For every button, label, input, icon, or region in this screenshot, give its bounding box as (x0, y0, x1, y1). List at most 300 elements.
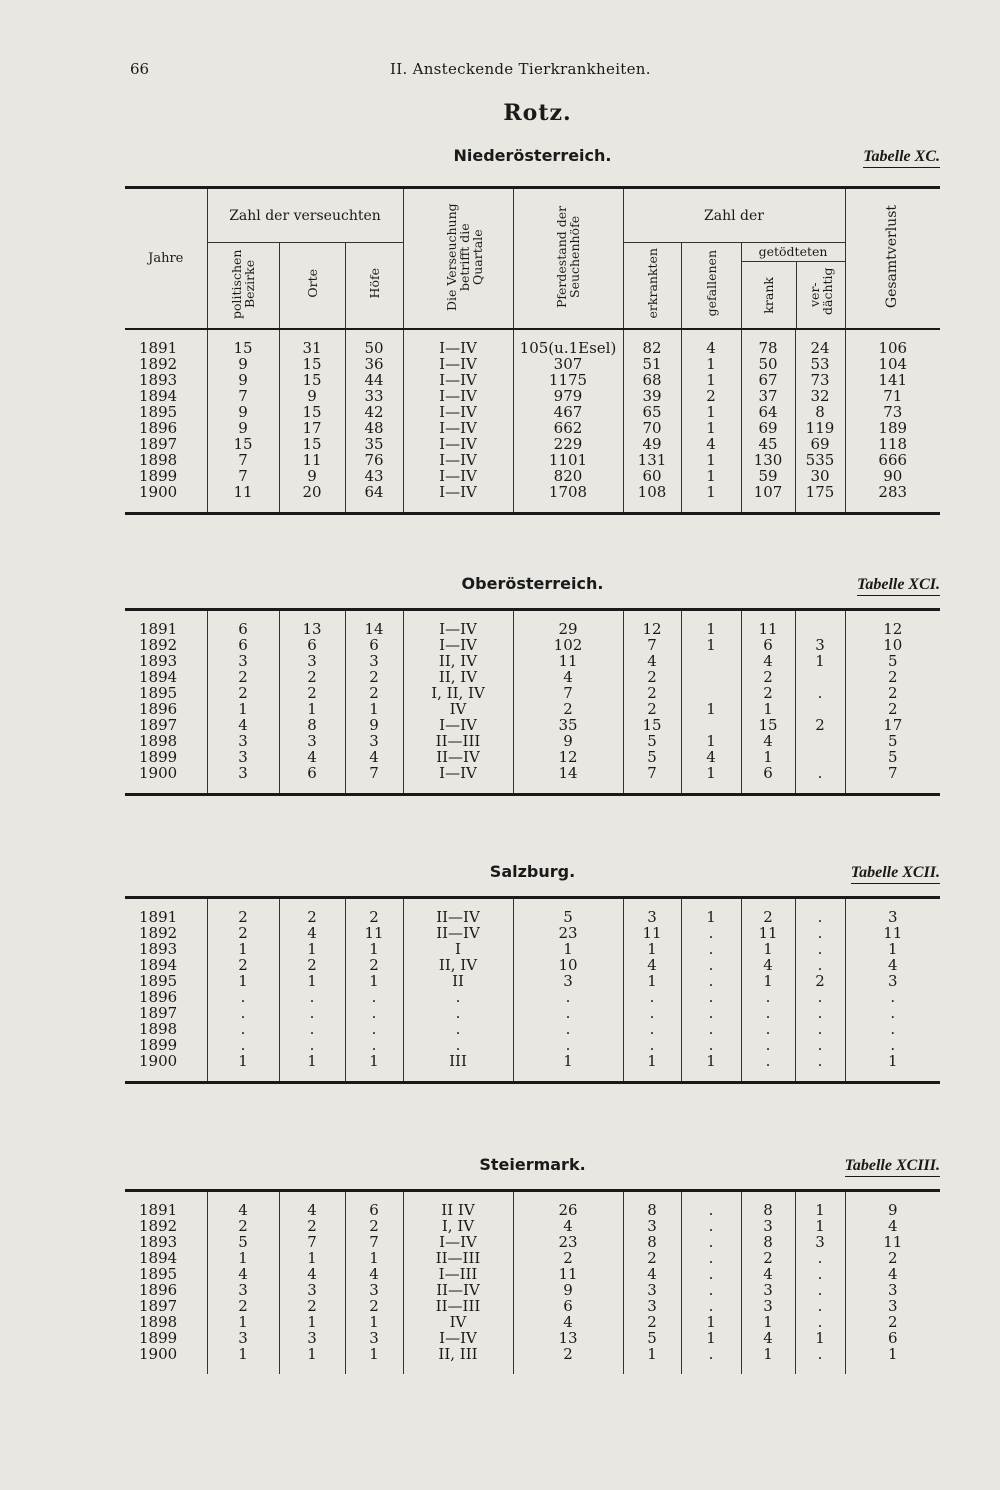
table-cell: 4 (623, 1266, 681, 1282)
table-cell: 229 (513, 436, 623, 452)
table-cell: 1 (623, 973, 681, 989)
table-cell: 43 (345, 468, 403, 484)
section-heading (125, 146, 940, 172)
table-cell: 11 (741, 610, 795, 638)
table-cell: 3 (345, 733, 403, 749)
table-row (125, 1218, 940, 1234)
table-cell (795, 610, 845, 638)
table-cell: 1 (741, 1346, 795, 1374)
table-cell: 3 (845, 973, 940, 989)
table-cell: 666 (845, 452, 940, 468)
table-cell: . (741, 1037, 795, 1053)
year-cell: 1899 (139, 1329, 178, 1347)
table-cell: . (403, 1005, 513, 1021)
table-cell: 5 (513, 898, 623, 926)
table-row (125, 356, 940, 372)
table-cell: 4 (623, 653, 681, 669)
year-cell: 1895 (139, 684, 178, 702)
table-cell: 4 (741, 1330, 795, 1346)
section-heading (125, 862, 940, 888)
table-cell: I—IV (403, 436, 513, 452)
table-cell: . (681, 957, 741, 973)
header-orte: Orte (279, 243, 345, 330)
table-cell: 4 (845, 1266, 940, 1282)
section-heading (125, 1155, 940, 1181)
table-cell: 13 (513, 1330, 623, 1346)
table-cell: 2 (623, 669, 681, 685)
table-cell: 9 (279, 388, 345, 404)
table-cell: 67 (741, 372, 795, 388)
table-cell: 1 (681, 452, 741, 468)
table-cell: 2 (345, 1298, 403, 1314)
table-cell: 2 (845, 669, 940, 685)
table-cell: I, IV (403, 1218, 513, 1234)
table-cell: . (741, 989, 795, 1005)
table-cell: 73 (845, 404, 940, 420)
table-cell: . (795, 941, 845, 957)
table-row (125, 701, 940, 717)
table-cell: 70 (623, 420, 681, 436)
table-cell: 2 (279, 685, 345, 701)
table-cell: 4 (207, 1266, 279, 1282)
table-cell: I—IV (403, 404, 513, 420)
table-cell: 105(u.1Esel) (513, 330, 623, 356)
table-cell: 4 (741, 957, 795, 973)
table-cell: 11 (845, 925, 940, 941)
table-cell: 49 (623, 436, 681, 452)
table-cell: . (279, 1037, 345, 1053)
table-cell: 33 (345, 388, 403, 404)
table-cell: 9 (845, 1191, 940, 1219)
table-row (125, 1021, 940, 1037)
table-cell: 1 (623, 1346, 681, 1374)
table-cell: I—IV (403, 356, 513, 372)
table-cell: . (741, 1005, 795, 1021)
table-cell: 15 (623, 717, 681, 733)
table-cell: . (681, 1021, 741, 1037)
table-cell: 4 (741, 653, 795, 669)
table-cell: 1 (279, 1314, 345, 1330)
page-number: 66 (130, 60, 150, 78)
table-cell: . (623, 989, 681, 1005)
year-cell: 1900 (139, 1052, 178, 1070)
table-cell: 2 (513, 701, 623, 717)
table-cell: 11 (345, 925, 403, 941)
table-row (125, 330, 940, 356)
table-cell: . (681, 1037, 741, 1053)
table-cell: II (403, 973, 513, 989)
table-cell: 10 (513, 957, 623, 973)
table-row (125, 749, 940, 765)
table-cell: II—III (403, 1250, 513, 1266)
header-gefallenen: gefallenen (681, 243, 741, 330)
table-cell: 7 (623, 765, 681, 795)
table-cell: 307 (513, 356, 623, 372)
table-cell: 17 (845, 717, 940, 733)
table-cell: 42 (345, 404, 403, 420)
year-cell: 1892 (139, 355, 178, 373)
table-cell: 2 (681, 388, 741, 404)
table-row (125, 765, 940, 795)
table-cell: . (207, 989, 279, 1005)
table-label: Tabelle XCII. (851, 864, 940, 884)
table-cell: 11 (741, 925, 795, 941)
table-cell: 2 (795, 973, 845, 989)
table-cell: 11 (207, 484, 279, 514)
section-niederoesterreich (125, 146, 940, 515)
table-cell: I—III (403, 1266, 513, 1282)
table-cell: 2 (623, 1250, 681, 1266)
table-cell: I (403, 941, 513, 957)
table-row (125, 1250, 940, 1266)
year-cell: 1896 (139, 700, 178, 718)
table-cell: 29 (513, 610, 623, 638)
table-cell: 3 (207, 653, 279, 669)
table-cell (681, 669, 741, 685)
table-cell: 3 (345, 653, 403, 669)
table-cell: 189 (845, 420, 940, 436)
table-cell: 2 (279, 957, 345, 973)
table-cell: 50 (345, 330, 403, 356)
table-cell: 7 (345, 1234, 403, 1250)
table-cell: 76 (345, 452, 403, 468)
table-row (125, 452, 940, 468)
table-cell: 20 (279, 484, 345, 514)
table-row (125, 685, 940, 701)
header-quartale: Die Verseuchung betrifft die Quartale (403, 188, 513, 330)
table-cell: 68 (623, 372, 681, 388)
table-cell: 102 (513, 637, 623, 653)
table-cell: 9 (279, 468, 345, 484)
year-cell: 1892 (139, 636, 178, 654)
table-row (125, 898, 940, 926)
table-cell: 15 (279, 436, 345, 452)
table-cell: 6 (741, 637, 795, 653)
table-cell: . (795, 1250, 845, 1266)
table-cell: I—IV (403, 420, 513, 436)
table-row (125, 637, 940, 653)
table-cell: 2 (845, 701, 940, 717)
table-cell: II—IV (403, 898, 513, 926)
table-cell: 1 (795, 1330, 845, 1346)
table-cell: 1 (623, 941, 681, 957)
table-cell: 118 (845, 436, 940, 452)
table-cell: 12 (845, 610, 940, 638)
table-cell: 11 (513, 1266, 623, 1282)
table-cell: 1 (279, 701, 345, 717)
table-cell: 78 (741, 330, 795, 356)
table-cell: 3 (345, 1330, 403, 1346)
table-cell: . (279, 1021, 345, 1037)
table-cell: 1 (345, 941, 403, 957)
table-cell: . (795, 1314, 845, 1330)
table-cell: I—IV (403, 372, 513, 388)
table-cell: 467 (513, 404, 623, 420)
table-cell: 3 (741, 1218, 795, 1234)
table-cell: . (623, 1021, 681, 1037)
table-row (125, 388, 940, 404)
table-cell: . (681, 973, 741, 989)
table-label: Tabelle XC. (863, 148, 940, 168)
table-cell: 1 (681, 484, 741, 514)
table-cell: 6 (207, 610, 279, 638)
table-cell: 1 (681, 404, 741, 420)
table-cell: . (623, 1005, 681, 1021)
table-cell: 1 (345, 973, 403, 989)
table-cell: 1 (795, 1191, 845, 1219)
table-cell: . (681, 1266, 741, 1282)
table-cell: IV (403, 1314, 513, 1330)
table-cell: . (795, 989, 845, 1005)
year-cell: 1894 (139, 387, 178, 405)
table-cell: . (403, 989, 513, 1005)
table-cell: 1 (279, 941, 345, 957)
table-cell: 175 (795, 484, 845, 514)
table-cell: . (345, 989, 403, 1005)
table-cell: . (345, 1021, 403, 1037)
table-cell: II, IV (403, 957, 513, 973)
table-row (125, 610, 940, 638)
table-cell: 53 (795, 356, 845, 372)
table-cell: 3 (207, 1282, 279, 1298)
table-cell: . (681, 1218, 741, 1234)
section-oberoesterreich (125, 574, 940, 796)
table-cell: 37 (741, 388, 795, 404)
table-cell: 7 (279, 1234, 345, 1250)
year-cell: 1894 (139, 668, 178, 686)
year-cell: 1891 (139, 908, 178, 926)
table-cell: 1 (845, 1346, 940, 1374)
table-cell: 6 (741, 765, 795, 795)
table-cell: 2 (345, 669, 403, 685)
table-cell: 2 (623, 685, 681, 701)
table-cell: 2 (741, 1250, 795, 1266)
table-cell: 11 (279, 452, 345, 468)
table-cell: II, IV (403, 669, 513, 685)
header-getoedteten: getödteten (742, 243, 845, 262)
table-cell: 13 (279, 610, 345, 638)
table-row (125, 1298, 940, 1314)
table-cell: . (681, 1005, 741, 1021)
table-cell: I—IV (403, 484, 513, 514)
year-cell: 1899 (139, 1036, 178, 1054)
table-row (125, 973, 940, 989)
table-cell: 1 (681, 356, 741, 372)
table-cell: . (681, 1234, 741, 1250)
table-label: Tabelle XCIII. (845, 1157, 940, 1177)
table-cell: 3 (741, 1298, 795, 1314)
table-cell: 2 (845, 685, 940, 701)
table-cell: 7 (623, 637, 681, 653)
table-row (125, 925, 940, 941)
table-cell: 4 (279, 925, 345, 941)
table-cell: 7 (345, 765, 403, 795)
table-cell: 1 (681, 637, 741, 653)
table-cell: 6 (279, 765, 345, 795)
table-cell: . (403, 1037, 513, 1053)
table-cell: 1 (845, 941, 940, 957)
table-cell: 6 (513, 1298, 623, 1314)
table-cell: 1 (741, 941, 795, 957)
table-cell: I—IV (403, 452, 513, 468)
data-table (125, 896, 940, 1084)
table-cell: 2 (623, 1314, 681, 1330)
table-cell: 44 (345, 372, 403, 388)
table-cell: 3 (845, 898, 940, 926)
table-cell: 9 (207, 404, 279, 420)
section-name: Salzburg. (489, 862, 576, 881)
table-cell: 2 (207, 669, 279, 685)
table-cell: 4 (207, 1191, 279, 1219)
table-cell: 31 (279, 330, 345, 356)
table-cell: 7 (845, 765, 940, 795)
table-cell: 48 (345, 420, 403, 436)
table-cell: 3 (623, 1218, 681, 1234)
table-cell: . (795, 765, 845, 795)
table-cell: II, III (403, 1346, 513, 1374)
table-cell: . (795, 925, 845, 941)
year-cell: 1893 (139, 1233, 178, 1251)
table-cell: 4 (681, 749, 741, 765)
table-cell: 3 (795, 637, 845, 653)
table-cell: 12 (513, 749, 623, 765)
table-cell: 2 (345, 957, 403, 973)
table-cell: 7 (207, 388, 279, 404)
table-cell: 1 (513, 1053, 623, 1083)
table-cell: . (279, 1005, 345, 1021)
table-cell: 9 (207, 356, 279, 372)
table-cell: 82 (623, 330, 681, 356)
table-cell: 4 (623, 957, 681, 973)
table-cell: 64 (741, 404, 795, 420)
table-cell: 1 (681, 1053, 741, 1083)
table-cell: . (795, 957, 845, 973)
table-cell: 1 (279, 973, 345, 989)
year-cell: 1895 (139, 403, 178, 421)
table-cell: 60 (623, 468, 681, 484)
page-title: Rotz. (503, 100, 572, 126)
table-cell: I, II, IV (403, 685, 513, 701)
table-cell: 1 (207, 1250, 279, 1266)
table-cell: . (681, 989, 741, 1005)
table-row (125, 957, 940, 973)
table-cell: 2 (741, 669, 795, 685)
header-gesamtverlust: Gesamtverlust (845, 188, 940, 330)
table-cell: II, IV (403, 653, 513, 669)
table-cell: 1 (741, 749, 795, 765)
table-cell: 1 (207, 941, 279, 957)
table-cell: 32 (795, 388, 845, 404)
table-row (125, 733, 940, 749)
table-cell: IV (403, 701, 513, 717)
table-cell: . (795, 1282, 845, 1298)
section-heading (125, 574, 940, 600)
table-row (125, 1346, 940, 1374)
table-cell: 1 (207, 973, 279, 989)
table-cell: 7 (207, 468, 279, 484)
year-cell: 1897 (139, 716, 178, 734)
header-zahl-der: Zahl der (623, 188, 845, 243)
table-cell: . (681, 1250, 741, 1266)
table-cell: 69 (795, 436, 845, 452)
table-cell: 1 (345, 1250, 403, 1266)
table-cell: 3 (279, 733, 345, 749)
table-row (125, 717, 940, 733)
table-cell: 130 (741, 452, 795, 468)
table-cell: 2 (207, 925, 279, 941)
table-cell: 2 (207, 1298, 279, 1314)
table-row (125, 941, 940, 957)
table-row (125, 1234, 940, 1250)
table-cell: . (795, 1021, 845, 1037)
year-cell: 1900 (139, 1345, 178, 1363)
table-cell: . (681, 1298, 741, 1314)
table-cell: 107 (741, 484, 795, 514)
table-cell: 2 (741, 685, 795, 701)
table-cell (795, 669, 845, 685)
table-cell: 5 (845, 733, 940, 749)
table-cell: . (207, 1005, 279, 1021)
table-cell: . (681, 1346, 741, 1374)
table-cell: 3 (279, 1330, 345, 1346)
table-cell: 24 (795, 330, 845, 356)
table-cell: 2 (279, 898, 345, 926)
table-cell: 15 (279, 372, 345, 388)
table-cell: 4 (345, 749, 403, 765)
table-cell: 5 (845, 653, 940, 669)
table-cell: 36 (345, 356, 403, 372)
table-cell: 108 (623, 484, 681, 514)
table-cell: . (681, 941, 741, 957)
section-name: Niederösterreich. (453, 146, 612, 165)
table-cell (795, 749, 845, 765)
year-cell: 1900 (139, 764, 178, 782)
table-cell: 3 (623, 898, 681, 926)
table-cell: III (403, 1053, 513, 1083)
table-cell: 17 (279, 420, 345, 436)
table-cell: 14 (345, 610, 403, 638)
table-cell: . (795, 898, 845, 926)
table-cell: . (741, 1053, 795, 1083)
table-row (125, 1330, 940, 1346)
table-cell: II—III (403, 1298, 513, 1314)
table-cell: 2 (513, 1346, 623, 1374)
year-cell: 1891 (139, 1201, 178, 1219)
year-cell: 1891 (139, 620, 178, 638)
table-cell: 1 (681, 1330, 741, 1346)
table-cell: 2 (795, 717, 845, 733)
table-cell: . (345, 1005, 403, 1021)
table-cell: 59 (741, 468, 795, 484)
year-cell: 1893 (139, 371, 178, 389)
table-row (125, 468, 940, 484)
table-cell: 35 (513, 717, 623, 733)
table-cell: 4 (207, 717, 279, 733)
header-zahl-verseuchten: Zahl der verseuchten (207, 188, 403, 243)
table-cell: . (795, 1298, 845, 1314)
year-cell: 1895 (139, 1265, 178, 1283)
year-cell: 1894 (139, 1249, 178, 1267)
header-hoefe: Höfe (345, 243, 403, 330)
table-cell: 51 (623, 356, 681, 372)
page-header (130, 60, 940, 84)
table-cell: 35 (345, 436, 403, 452)
table-cell: 15 (207, 436, 279, 452)
table-cell: 4 (345, 1266, 403, 1282)
table-cell: 5 (623, 1330, 681, 1346)
table-cell: 8 (279, 717, 345, 733)
header-politische-bezirke: politischen Bezirke (207, 243, 279, 330)
